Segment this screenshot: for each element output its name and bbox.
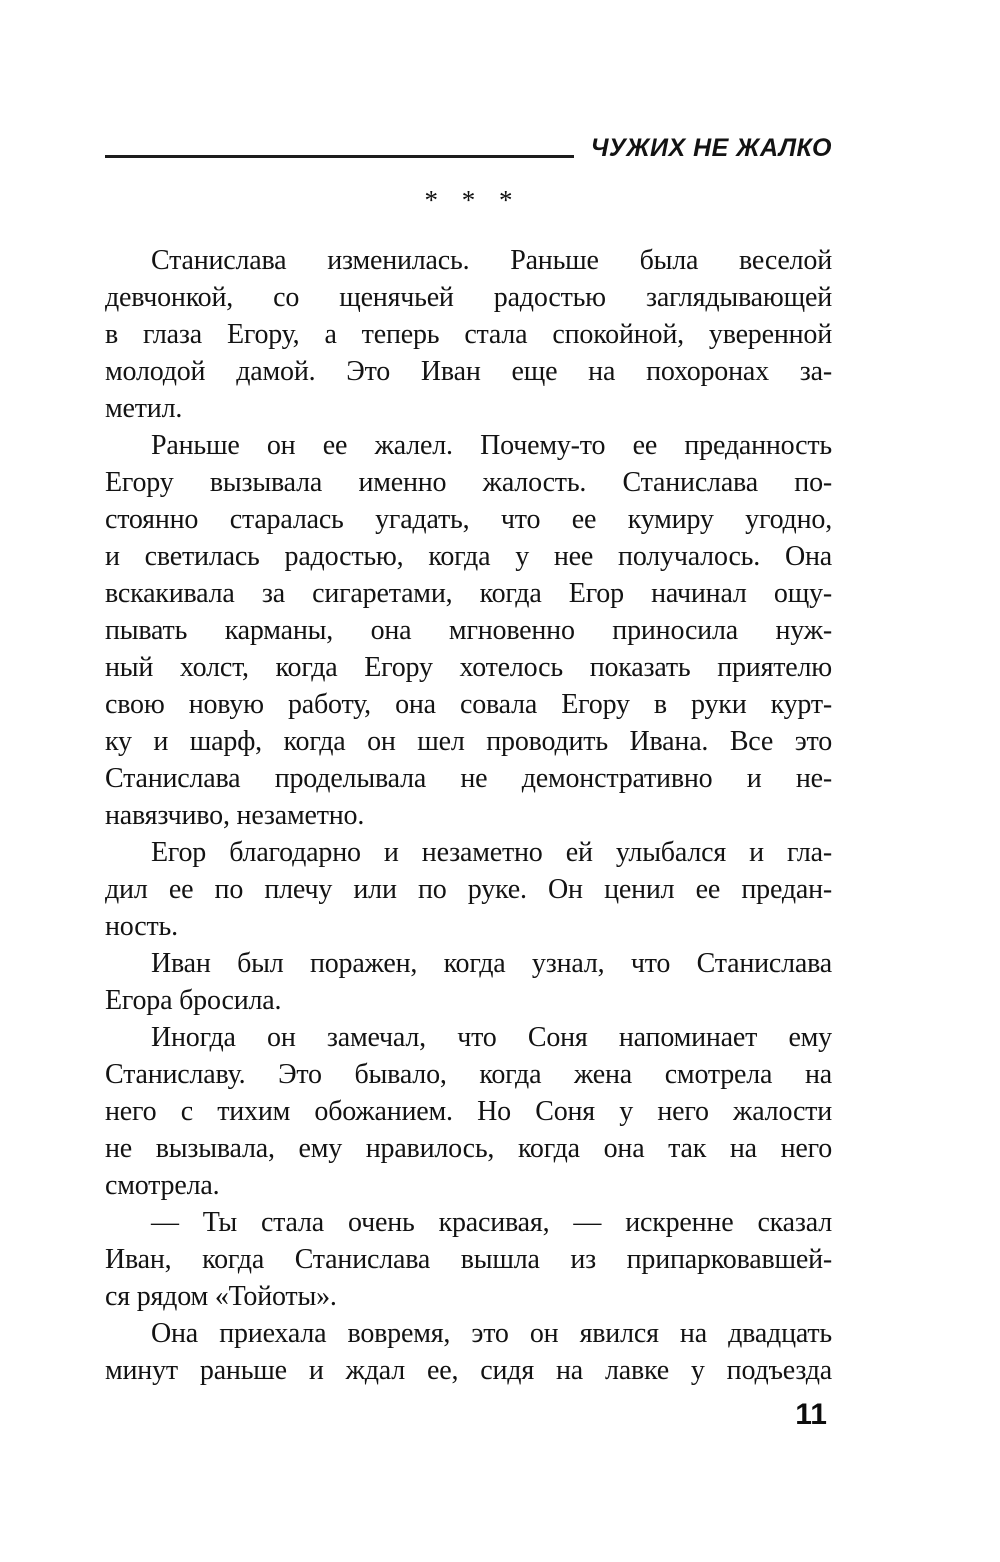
text-line: Иногда он замечал, что Соня напоминает ему (151, 1022, 832, 1053)
running-head-title: ЧУЖИХ НЕ ЖАЛКО (590, 134, 832, 162)
text-line: минут раньше и ждал ее, сидя на лавке у подъезда (105, 1355, 832, 1386)
paragraph (105, 834, 832, 945)
text-line: навязчиво, незаметно. (105, 800, 365, 831)
text-line: пывать карманы, она мгновенно приносила нуж- (105, 615, 832, 646)
text-line: него с тихим обожанием. Но Соня у него жалости (105, 1096, 832, 1127)
paragraph (105, 945, 832, 1019)
paragraph (105, 1315, 832, 1389)
text-line: Иван, когда Станислава вышла из припарковавшей- (105, 1244, 832, 1275)
text-line: ся рядом «Тойоты». (105, 1281, 337, 1312)
text-line: и светилась радостью, когда у нее получалось. Она (105, 541, 832, 572)
text-line: дил ее по плечу или по руке. Он ценил ее предан- (105, 874, 832, 905)
text-line: — Ты стала очень красивая, — искренне сказал (151, 1207, 832, 1238)
text-line: молодой дамой. Это Иван еще на похоронах за- (105, 356, 832, 387)
text-line: ность. (105, 911, 178, 942)
paragraph (105, 1019, 832, 1204)
paragraph (105, 1204, 832, 1315)
paragraph (105, 242, 832, 427)
text-line: Иван был поражен, когда узнал, что Станислава (151, 948, 832, 979)
text-line: Станислава проделывала не демонстративно и не- (105, 763, 832, 794)
text-line: Она приехала вовремя, это он явился на двадцать (151, 1318, 832, 1349)
text-line: Егора бросила. (105, 985, 282, 1016)
text-line: Раньше он ее жалел. Почему-то ее преданность (151, 430, 832, 461)
text-line: метил. (105, 393, 183, 424)
text-line: свою новую работу, она совала Егору в руки курт- (105, 689, 832, 720)
text-line: стоянно старалась угадать, что ее кумиру угодно, (105, 504, 832, 535)
text-line: не вызывала, ему нравилось, когда она так на него (105, 1133, 832, 1164)
text-line: Егор благодарно и незаметно ей улыбался и гла- (151, 837, 832, 868)
section-separator: * * * (424, 185, 513, 215)
text-line: смотрела. (105, 1170, 220, 1201)
body-text (105, 242, 832, 1389)
text-line: в глаза Егору, а теперь стала спокойной, уверенной (105, 319, 832, 350)
text-line: Егору вызывала именно жалость. Станислава по- (105, 467, 832, 498)
text-line: ный холст, когда Егору хотелось показать приятелю (105, 652, 832, 683)
paragraph (105, 427, 832, 834)
text-line: Станислава изменилась. Раньше была веселой (151, 245, 832, 276)
text-line: девчонкой, со щенячьей радостью заглядывающей (105, 282, 832, 313)
text-line: вскакивала за сигаретами, когда Егор начинал ощу- (105, 578, 832, 609)
text-line: ку и шарф, когда он шел проводить Ивана. Все это (105, 726, 832, 757)
header-rule (105, 155, 574, 158)
page-number: 11 (795, 1398, 827, 1431)
text-line: Станиславу. Это бывало, когда жена смотрела на (105, 1059, 832, 1090)
running-header (105, 130, 832, 162)
